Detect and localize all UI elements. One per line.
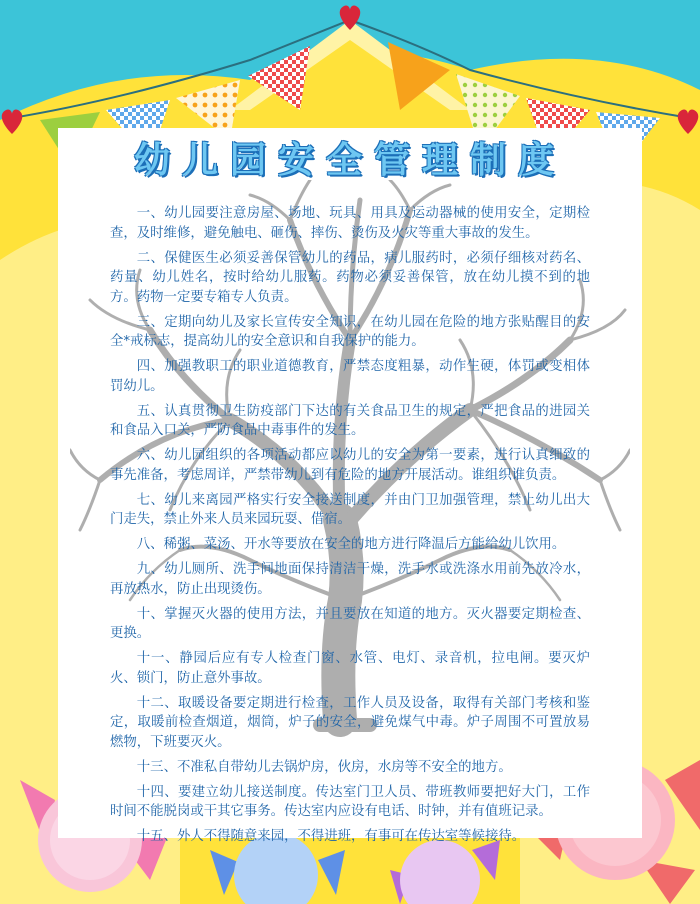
rule-item: 八、稀粥、菜汤、开水等要放在安全的地方进行降温后方能给幼儿饮用。 [136,537,566,552]
rule-item: 三、定期向幼儿及家长宣传安全知识，在幼儿园在危险的地方张贴醒目的安全*戒标志，提高幼儿的安全意识和自我保护的能力。 [110,314,590,349]
rule-item: 七、幼儿来离园严格实行安全接送制度，并由门卫加强管理，禁止幼儿出大门走失，禁止外来人员来园玩耍、借宿。 [110,492,590,527]
rule-item: 十三、不准私自带幼儿去锅炉房，伙房，水房等不安全的地方。 [136,759,512,775]
page-title: 幼儿园安全管理制度 [133,140,566,181]
rule-item: 一、幼儿园要注意房屋、场地、玩具、用具及运动器械的使用安全，定期检查，及时维修，避免触电、砸伤、摔伤、烫伤及火灾等重大事故的发生。 [110,206,590,241]
rules-list [110,204,590,852]
rule-item: 四、加强教职工的职业道德教育，严禁态度粗暴，动作生硬，体罚或变相体罚幼儿。 [110,359,590,394]
rule-item: 五、认真贯彻卫生防疫部门下达的有关食品卫生的规定，严把食品的进园关和食品入口关，严防食品中毒事件的发生。 [110,403,590,438]
rule-item: 十五、外人不得随意来园，不得进班，有事可在传达室等候接待。 [136,829,526,844]
rule-item: 二、保健医生必须妥善保管幼儿的药品，病儿服药时，必须仔细核对药名、药量、幼儿姓名，按时给幼儿服药。药物必须妥善保管，放在幼儿摸不到的地方。药物一定要专箱专人负责。 [110,250,590,305]
rule-item: 十、掌握灭火器的使用方法，并且要放在知道的地方。灭火器要定期检查、更换。 [110,606,590,641]
rule-item: 六、幼儿园组织的各项活动都应以幼儿的安全为第一要素，进行认真细致的事先准备，考虑周详，严禁带幼儿到有危险的地方开展活动。谁组织谁负责。 [110,448,590,483]
rule-item: 十四、要建立幼儿接送制度。传达室门卫人员、带班教师要把好大门，工作时间不能脱岗或干其它事务。传达室内应设有电话、时钟，并有值班记录。 [110,784,590,819]
rule-item: 九、幼儿厕所、洗手间地面保持清洁干燥，洗手水或洗涤水用前先放冷水，再放热水，防止出现烫伤。 [110,562,590,597]
rule-item: 十二、取暖设备要定期进行检查，工作人员及设备，取得有关部门考核和鉴定，取暖前检查烟道，烟筒，炉子的安全，避免煤气中毒。炉子周围不可置放易燃物，下班要灭火。 [110,695,590,750]
rule-item: 十一、静园后应有专人检查门窗、水管、电灯、录音机，拉电闸。要灭炉火、锁门，防止意外事故。 [110,651,590,686]
